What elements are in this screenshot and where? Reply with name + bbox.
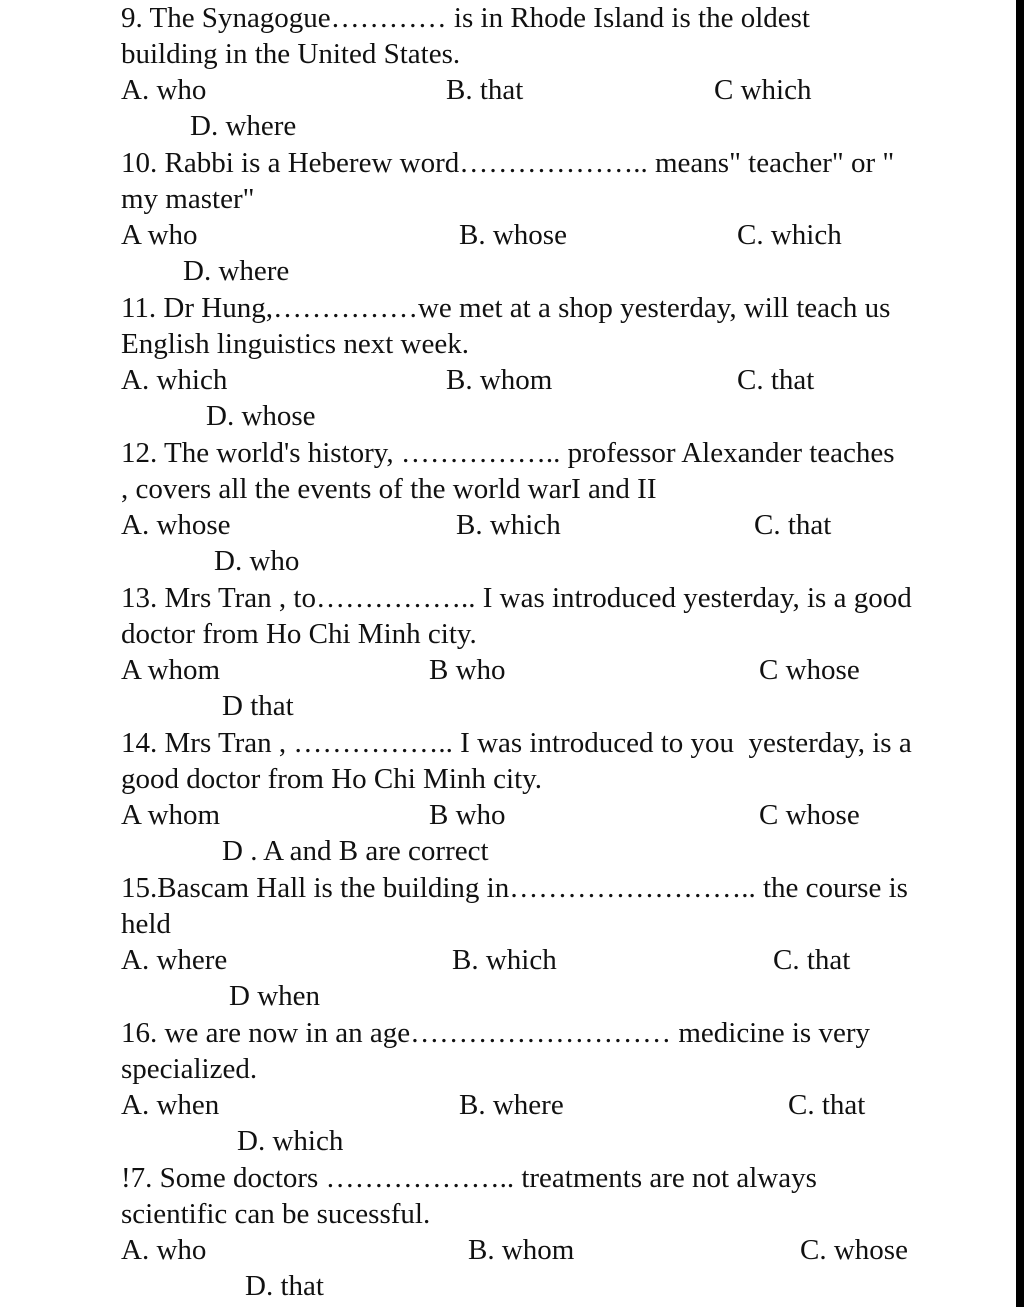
question-11-option-b: B. whom <box>446 364 553 396</box>
question-12-option-c: C. that <box>754 509 832 541</box>
question-16-stem-line-1: 16. we are now in an age……………………… medicine is very <box>121 1017 870 1049</box>
question-12-option-b: B. which <box>456 509 561 541</box>
question-10-stem-line-2: my master" <box>121 183 255 215</box>
question-9-option-d: D. where <box>190 110 297 142</box>
question-10-stem-line-1: 10. Rabbi is a Heberew word……………….. means" teacher" or " <box>121 147 895 179</box>
question-14-option-a: A whom <box>121 799 221 831</box>
question-16-option-a: A. when <box>121 1089 220 1121</box>
question-13-option-a: A whom <box>121 654 221 686</box>
question-13-option-c: C whose <box>759 654 860 686</box>
question-13-option-d: D that <box>222 690 294 722</box>
page-edge-border <box>1016 0 1024 1307</box>
question-15-stem-line-2: held <box>121 908 171 940</box>
question-13-stem-line-2: doctor from Ho Chi Minh city. <box>121 618 477 650</box>
question-15-stem-line-1: 15.Bascam Hall is the building in…………………….. the course is <box>121 872 908 904</box>
question-16-option-c: C. that <box>788 1089 866 1121</box>
question-13-option-b: B who <box>429 654 506 686</box>
question-11-option-a: A. which <box>121 364 228 396</box>
question-12-stem-line-2: , covers all the events of the world warI and II <box>121 473 657 505</box>
question-14-stem-line-2: good doctor from Ho Chi Minh city. <box>121 763 542 795</box>
question-11-option-c: C. that <box>737 364 815 396</box>
question-17-stem-line-2: scientific can be sucessful. <box>121 1198 431 1230</box>
question-17-option-b: B. whom <box>468 1234 575 1266</box>
question-16-option-b: B. where <box>459 1089 564 1121</box>
question-9-option-b: B. that <box>446 74 524 106</box>
question-12-stem-line-1: 12. The world's history, …………….. professor Alexander teaches <box>121 437 895 469</box>
question-17-option-d: D. that <box>245 1270 324 1302</box>
question-12-option-d: D. who <box>214 545 300 577</box>
question-14-option-d: D . A and B are correct <box>222 835 489 867</box>
question-17-option-a: A. who <box>121 1234 207 1266</box>
question-10-option-c: C. which <box>737 219 842 251</box>
question-14-option-b: B who <box>429 799 506 831</box>
question-9-stem-line-1: 9. The Synagogue………… is in Rhode Island is the oldest <box>121 2 810 34</box>
question-11-stem-line-2: English linguistics next week. <box>121 328 469 360</box>
question-15-option-b: B. which <box>452 944 557 976</box>
question-14-stem-line-1: 14. Mrs Tran , …………….. I was introduced to you yesterday, is a <box>121 727 912 759</box>
question-10-option-d: D. where <box>183 255 290 287</box>
question-10-option-a: A who <box>121 219 198 251</box>
question-13-stem-line-1: 13. Mrs Tran , to…………….. I was introduced yesterday, is a good <box>121 582 912 614</box>
question-17-option-c: C. whose <box>800 1234 908 1266</box>
question-9-stem-line-2: building in the United States. <box>121 38 461 70</box>
question-14-option-c: C whose <box>759 799 860 831</box>
question-15-option-d: D when <box>229 980 321 1012</box>
question-15-option-c: C. that <box>773 944 851 976</box>
question-16-option-d: D. which <box>237 1125 344 1157</box>
question-9-option-c: C which <box>714 74 812 106</box>
question-12-option-a: A. whose <box>121 509 231 541</box>
question-10-option-b: B. whose <box>459 219 567 251</box>
question-16-stem-line-2: specialized. <box>121 1053 258 1085</box>
question-17-stem-line-1: !7. Some doctors ……………….. treatments are not always <box>121 1162 817 1194</box>
question-15-option-a: A. where <box>121 944 228 976</box>
question-11-stem-line-1: 11. Dr Hung,……………we met at a shop yesterday, will teach us <box>121 292 891 324</box>
question-9-option-a: A. who <box>121 74 207 106</box>
question-11-option-d: D. whose <box>206 400 316 432</box>
